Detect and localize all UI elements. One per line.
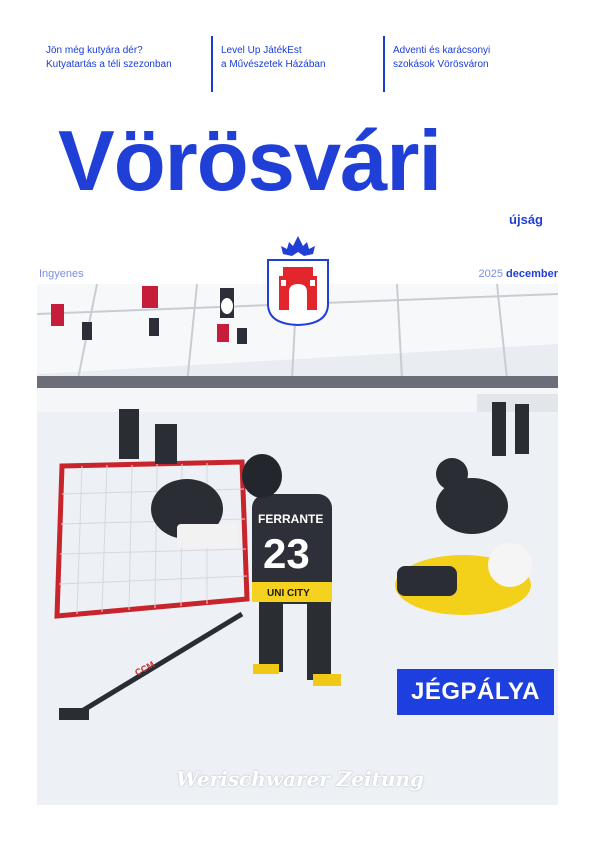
teaser-dogs[interactable] — [46, 44, 172, 72]
issue-month: december — [506, 268, 558, 280]
cover-story-label: JÉGPÁLYA — [397, 669, 554, 715]
jersey-name: FERRANTE — [258, 512, 324, 526]
stick-brand: CCM — [133, 659, 157, 678]
teaser-advent[interactable] — [393, 44, 490, 72]
teaser-line: Level Up JátékEst — [221, 45, 302, 56]
cover-photo — [37, 284, 558, 805]
masthead-subtitle: újság — [509, 212, 543, 227]
teaser-line: a Művészetek Házában — [221, 59, 326, 70]
hockey-stick-blade — [59, 708, 89, 720]
eagle-icon — [281, 236, 315, 256]
issue-date — [478, 268, 558, 280]
teaser-game-night[interactable] — [221, 44, 326, 72]
teaser-bar — [0, 36, 595, 94]
jersey-number: 23 — [263, 530, 310, 577]
divider — [383, 36, 385, 92]
price-label: Ingyenes — [39, 268, 84, 280]
ice-rink-scene — [37, 284, 558, 805]
teaser-line: szokások Vörösváron — [393, 59, 489, 70]
teaser-line: Adventi és karácsonyi — [393, 45, 491, 56]
german-masthead: Werischwarer Zeitung — [176, 767, 424, 791]
issue-year: 2025 — [478, 268, 503, 280]
teaser-line: Kutyatartás a téli szezonban — [46, 59, 172, 70]
divider — [211, 36, 213, 92]
masthead-title: Vörösvári — [58, 114, 442, 209]
jersey-sponsor: UNI CITY — [267, 588, 310, 599]
town-crest-icon — [265, 234, 331, 326]
teaser-line: Jön még kutyára dér? — [46, 45, 143, 56]
